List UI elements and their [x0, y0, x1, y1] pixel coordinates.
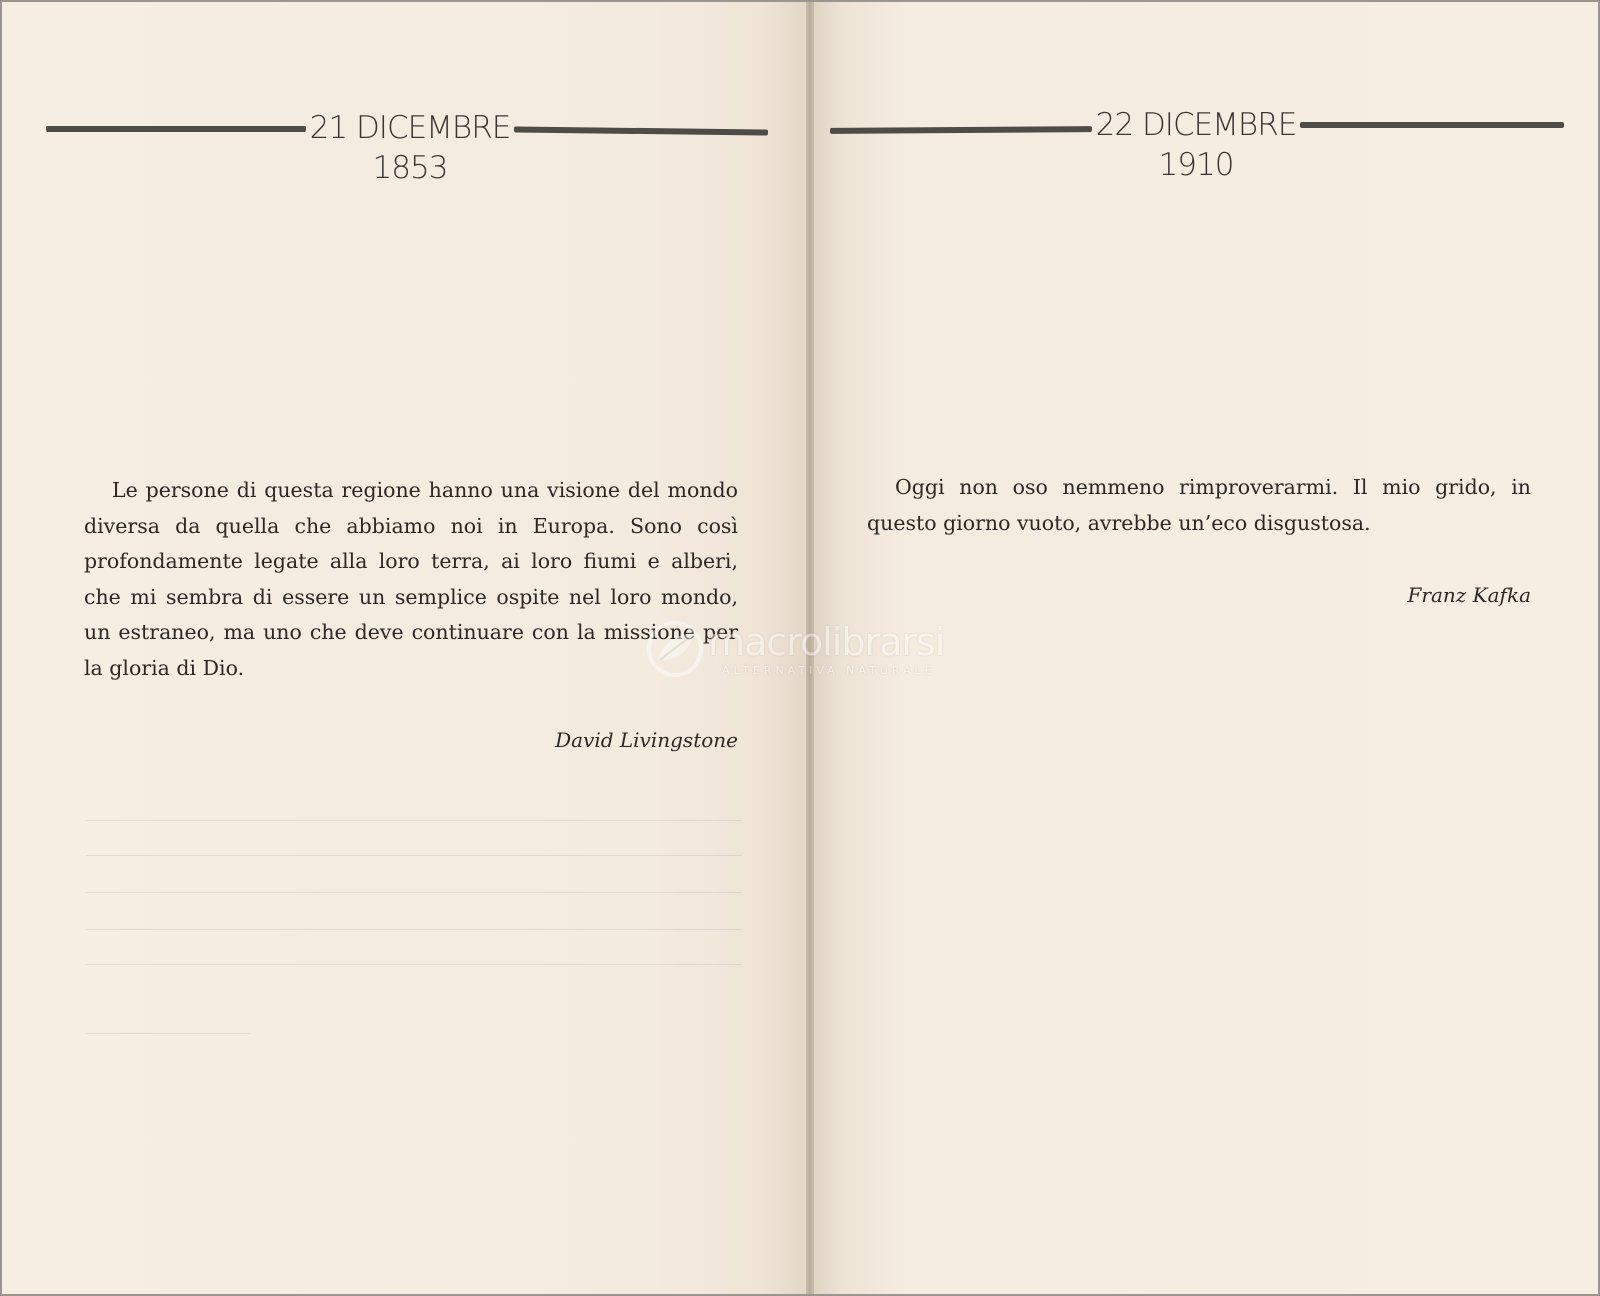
- ghost-line: [86, 1033, 250, 1034]
- ghost-line: [86, 929, 742, 930]
- date-year: 1910: [1158, 147, 1234, 183]
- watermark-tagline: ALTERNATIVA NATURALE: [722, 664, 936, 677]
- watermark: [646, 620, 966, 680]
- quote-text: [867, 470, 1531, 541]
- quote-author: Franz Kafka: [1407, 583, 1531, 607]
- quote-paragraph: Le persone di questa regione hanno una visione del mondo diversa da quella che abbiamo noi in Europa. Sono così profondamente legate alla loro terra, ai loro fiumi e alberi, che mi sembra di essere un semplice ospite nel loro mondo, un estraneo, ma uno che deve continuare con la missione per la gloria di Dio.: [84, 478, 738, 680]
- ghost-line: [86, 892, 742, 893]
- header-rule-right: [514, 126, 768, 135]
- header-rule-left: [830, 126, 1092, 134]
- date-year: 1853: [372, 150, 448, 186]
- ghost-line: [86, 855, 742, 856]
- date-day: 22 DICEMBRE: [1095, 107, 1297, 143]
- date-day: 21 DICEMBRE: [309, 110, 511, 146]
- quote-author: David Livingstone: [555, 728, 738, 752]
- watermark-name: macrolibrarsi: [708, 620, 945, 664]
- leaf-logo-icon: [646, 620, 704, 678]
- ghost-line: [86, 820, 742, 821]
- header-rule-left: [46, 126, 306, 132]
- ghost-line: [86, 964, 742, 965]
- date-heading: [1092, 105, 1300, 185]
- quote-text: [84, 473, 738, 686]
- header-rule-right: [1300, 122, 1564, 128]
- quote-paragraph: Oggi non oso nemmeno rimproverarmi. Il mio grido, in questo giorno vuoto, avrebbe un’eco disgustosa.: [867, 475, 1531, 535]
- date-heading: [306, 108, 514, 188]
